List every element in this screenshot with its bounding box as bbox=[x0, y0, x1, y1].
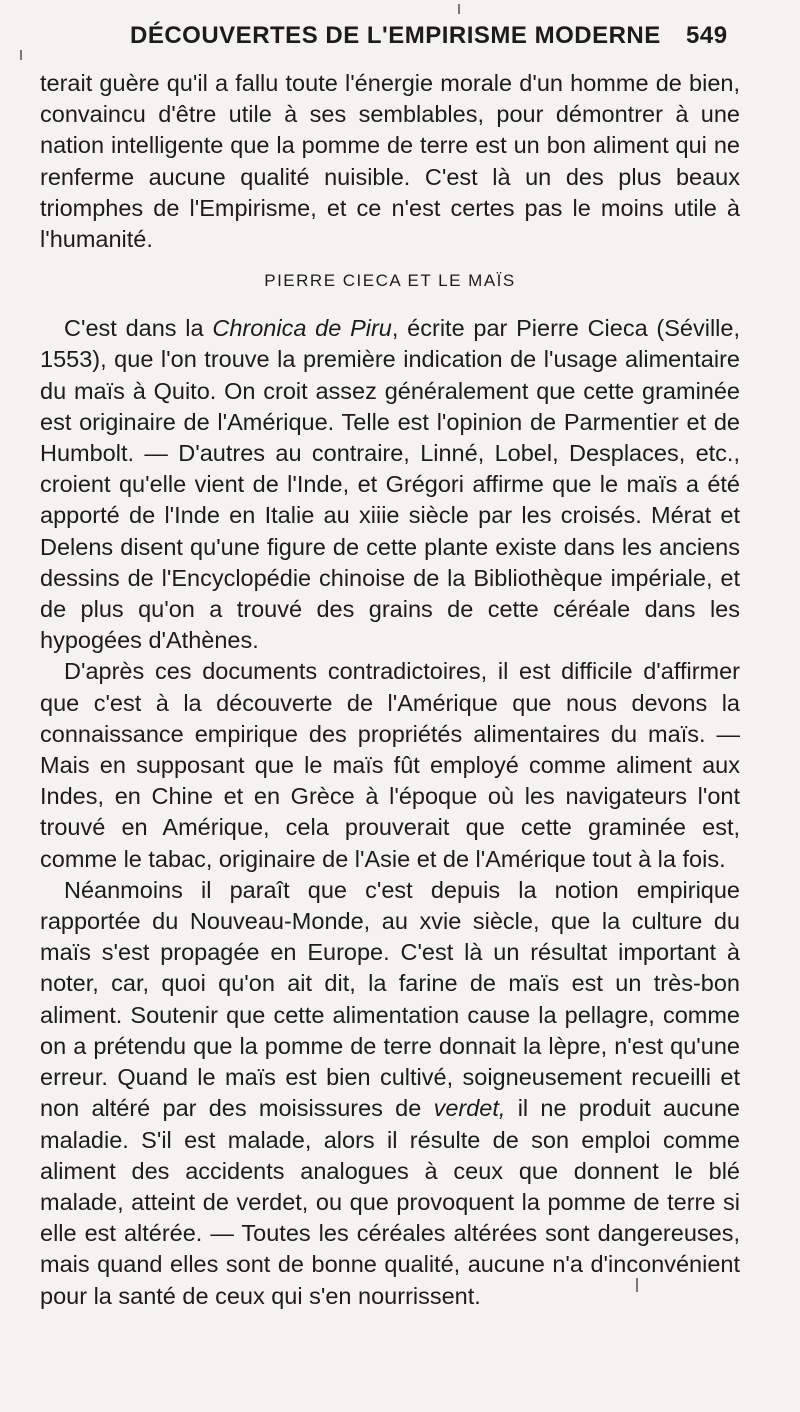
chronica-title: Chronica de Piru bbox=[212, 315, 392, 342]
paragraph-2 bbox=[40, 313, 740, 656]
paragraph-2-rest: , écrite par Pierre Cieca (Séville, 1553), que l'on trouve la première indication de l'usage alimentaire du maïs à Quito. On croit assez généralement que cette graminée est originaire de l'Amérique. Telle est l'opinion de Parmentier et de Humbolt. — D'autres au contraire, Linné, Lobel, Desplaces, etc., croient qu'elle vient de l'Inde, et Grégori affirme que le maïs a été apporté de l'Inde en Italie au xiiie siècle par les croisés. Mérat et Delens disent qu'une figure de cette plante existe dans les anciens dessins de l'Encyclopédie chinoise de la Bibliothèque impériale, et de plus qu'on a trouvé des grains de cette céréale dans les hypogées d'Athènes. bbox=[40, 315, 740, 654]
paragraph-4 bbox=[40, 875, 740, 1312]
page-number: 549 bbox=[686, 22, 728, 49]
paragraph-3: D'après ces documents contradictoires, il est difficile d'affirmer que c'est à la découverte de l'Amérique que nous devons la connaissance empirique des propriétés alimentaires du maïs. — Mais en supposant que le maïs fût employé comme aliment aux Indes, en Chine et en Grèce à l'époque où les navigateurs l'ont trouvé en Amérique, cela prouverait que cette graminée est, comme le tabac, originaire de l'Asie et de l'Amérique tout à la fois. bbox=[40, 658, 740, 872]
paragraph-4-part-1: Néanmoins il paraît que c'est depuis la notion empirique rapportée du Nouveau-Monde, au xvie siècle, que la culture du maïs s'est propagée en Europe. C'est là un résultat important à noter, car, quoi qu'on ait dit, la farine de maïs est un très-bon aliment. Soutenir que cette alimentation cause la pellagre, comme on a prétendu que la pomme de terre donnait la lèpre, n'est qu'une erreur. Quand le maïs est bien cultivé, soigneusement recueilli et non altéré par des moisissures de bbox=[40, 876, 740, 1122]
paragraph-2-lead: C'est dans la bbox=[64, 315, 213, 342]
scan-mark bbox=[458, 4, 460, 14]
paragraph-1: terait guère qu'il a fallu toute l'énergie morale d'un homme de bien, convaincu d'être utile à ses semblables, pour démontrer à une nation intelligente que la pomme de terre est un bon aliment qui ne renferme aucune qualité nuisible. C'est là un des plus beaux triomphes de l'Empirisme, et ce n'est certes pas le moins utile à l'humanité. bbox=[40, 70, 740, 253]
section-heading: PIERRE CIECA ET LE MAÏS bbox=[264, 271, 516, 291]
paragraph-4-part-2: il ne produit aucune maladie. S'il est malade, alors il résulte de son emploi comme aliment des accidents analogues à ceux que donnent le blé malade, atteint de verdet, ou que provoquent la pomme de terre si elle est altérée. — Toutes les céréales altérées sont dangereuses, mais quand elles sont de bonne qualité, aucune n'a d'inconvénient pour la santé de ceux qui s'en nourrissent. bbox=[40, 1095, 740, 1309]
running-header bbox=[0, 22, 800, 62]
running-title: DÉCOUVERTES DE L'EMPIRISME MODERNE bbox=[130, 22, 661, 49]
verdet-term: verdet, bbox=[433, 1095, 506, 1122]
body-text bbox=[40, 68, 740, 1312]
